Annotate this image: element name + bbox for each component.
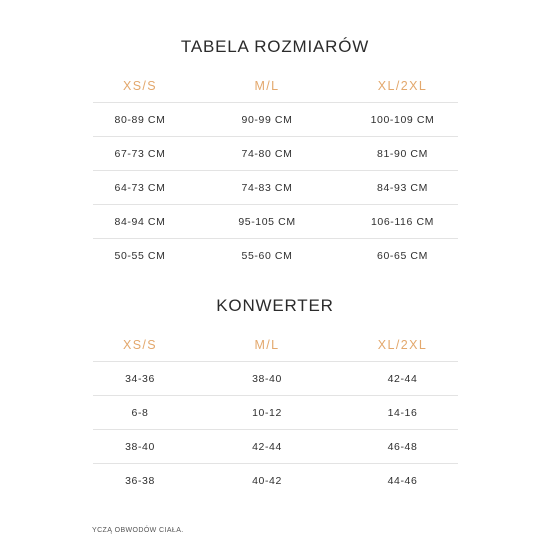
table-cell: 55-60 CM bbox=[241, 250, 293, 262]
table-row bbox=[93, 137, 458, 171]
table-cell: 40-42 bbox=[252, 475, 282, 487]
table-row bbox=[93, 103, 458, 137]
table-cell: 50-55 CM bbox=[114, 250, 166, 262]
table-cell: 100-109 CM bbox=[370, 113, 435, 126]
table-cell: 74-83 CM bbox=[241, 181, 293, 194]
column-header-m-l: M/L bbox=[254, 338, 280, 352]
table-cell: 10-12 bbox=[252, 406, 282, 419]
table-row bbox=[93, 362, 458, 396]
table-row bbox=[93, 239, 458, 273]
table-cell: 6-8 bbox=[131, 406, 149, 419]
table-cell: 38-40 bbox=[252, 372, 282, 385]
table-cell: 90-99 CM bbox=[241, 113, 293, 126]
table-cell: 36-38 bbox=[125, 475, 155, 487]
size-table-header-row bbox=[93, 70, 458, 103]
table-cell: 81-90 CM bbox=[377, 147, 428, 160]
converter-title: KONWERTER bbox=[216, 296, 334, 315]
footnote: YCZĄ OBWODÓW CIAŁA. bbox=[92, 527, 184, 534]
table-cell: 106-116 CM bbox=[370, 215, 434, 228]
table-row bbox=[93, 430, 458, 464]
table-cell: 84-94 CM bbox=[114, 215, 166, 228]
size-table-title: TABELA ROZMIARÓW bbox=[180, 37, 370, 56]
table-cell: 46-48 bbox=[387, 440, 418, 453]
column-header-xl-2xl: XL/2XL bbox=[377, 338, 428, 352]
converter-table bbox=[93, 329, 458, 498]
size-table bbox=[93, 70, 458, 273]
table-cell: 34-36 bbox=[125, 372, 155, 385]
converter-header-row bbox=[93, 329, 458, 362]
column-header-xs-s: XS/S bbox=[122, 338, 158, 352]
table-row bbox=[93, 205, 458, 239]
table-cell: 38-40 bbox=[125, 440, 155, 453]
table-cell: 14-16 bbox=[387, 406, 418, 419]
table-cell: 42-44 bbox=[387, 372, 418, 385]
table-cell: 60-65 CM bbox=[377, 250, 428, 262]
table-cell: 74-80 CM bbox=[241, 147, 293, 160]
table-cell: 67-73 CM bbox=[114, 147, 166, 160]
table-cell: 64-73 CM bbox=[114, 181, 166, 194]
table-row bbox=[93, 464, 458, 498]
table-row bbox=[93, 396, 458, 430]
table-cell: 80-89 CM bbox=[114, 113, 166, 126]
table-cell: 95-105 CM bbox=[238, 215, 296, 228]
table-cell: 44-46 bbox=[387, 475, 418, 487]
column-header-xs-s: XS/S bbox=[122, 79, 158, 93]
column-header-xl-2xl: XL/2XL bbox=[377, 79, 428, 93]
table-cell: 84-93 CM bbox=[377, 181, 428, 194]
table-cell: 42-44 bbox=[252, 440, 282, 453]
table-row bbox=[93, 171, 458, 205]
column-header-m-l: M/L bbox=[254, 79, 280, 93]
